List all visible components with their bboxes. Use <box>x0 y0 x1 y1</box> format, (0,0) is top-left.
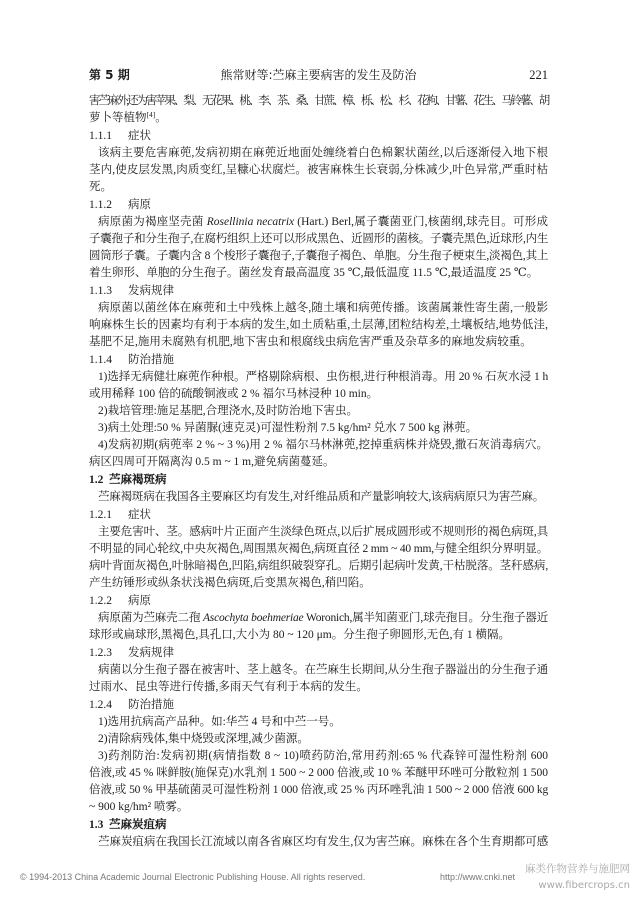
text-line: 该病主要危害麻蔸,发病初期在麻蔸近地面处缠绕着白色棉絮状菌丝,以后逐渐侵入地下根 <box>98 146 548 159</box>
heading-number: 1.2.2 <box>89 594 112 607</box>
section-heading <box>89 696 548 714</box>
watermark-site-name: 麻类作物营养与施肥网 <box>525 863 630 875</box>
running-title: 熊常财等:苎麻主要病害的发生及防治 <box>220 68 417 82</box>
heading-number: 1.2.4 <box>89 698 112 711</box>
running-header <box>89 66 548 84</box>
text-fragment: 病原菌为褐座坚壳菌 <box>98 215 207 228</box>
text-line: 死。 <box>89 180 112 193</box>
text-line <box>89 214 548 231</box>
text-line: 圆筒形子囊。子囊内含 8 个梭形子囊孢子,子囊孢子褐色、单胞。分生孢子梗束生,淡褐色,其上 <box>89 249 548 262</box>
text-line: 茎内,使皮层发黑,肉质变红,呈糠心状腐烂。被害麻株生长衰弱,分株减少,叶色异常,严重时枯 <box>89 163 548 176</box>
list-item-line: 病区四周可开隔离沟 0.5 m ~ 1 m,避免病菌蔓延。 <box>89 455 335 468</box>
list-item-line: 3)药剂防治:发病初期(病情指数 8 ~ 10)喷药防治,常用药剂:65 % 代森锌可湿性粉剂 600 <box>98 749 548 762</box>
issue-label: 第 5 期 <box>89 68 130 82</box>
text-line: 害苎麻外,还为害苹果、梨、无花果、桃、李、茶、桑、甘蔗、樟、栎、松、杉、花枸、甘薯、花生、马铃薯、胡 <box>89 94 548 107</box>
list-item-line: 倍液,或 50 % 甲基硫菌灵可湿性粉剂 1 000 倍液,或 25 % 丙环唑乳油 1 500 ~ 2 000 倍液 600 kg <box>89 783 548 796</box>
list-item-line: 或用稀释 100 倍的硫酸铜液或 2 % 福尔马林浸种 10 min。 <box>89 387 379 400</box>
text-line: 主要危害叶、茎。感病叶片正面产生淡绿色斑点,以后扩展成圆形或不规则形的褐色病斑,具 <box>98 525 548 538</box>
section-heading <box>89 816 548 834</box>
heading-title: 病原 <box>128 592 151 607</box>
text-fragment: 萝卜等植物 <box>89 111 147 124</box>
heading-number: 1.1.4 <box>89 353 112 366</box>
section-heading <box>89 127 548 145</box>
heading-number: 1.1.3 <box>89 284 112 297</box>
list-item-line: 1)选用抗病高产品种。如:华苎 4 号和中苎一号。 <box>98 715 341 728</box>
text-line: 基肥不足,施用未腐熟有机肥,地下害虫和根腐线虫病危害严重及杂草多的麻地发病较重。 <box>89 335 532 348</box>
list-item-line: 1)选择无病健壮麻蔸作种根。严格剔除病根、虫伤根,进行种根消毒。用 20 % 石灰水浸 1 h <box>98 370 548 383</box>
heading-number: 1.3 <box>89 818 104 831</box>
text-line <box>89 610 548 627</box>
list-item-line: 倍液,或 45 % 咪鲜胺(施保克)水乳剂 1 500 ~ 2 000 倍液,或 10 % 苯醚甲环唑可分散粒剂 1 500 <box>89 766 548 779</box>
text-line: 过雨水、昆虫等进行传播,多雨天气有利于本病的发生。 <box>89 680 368 693</box>
article-body <box>89 93 548 851</box>
heading-number: 1.1.2 <box>89 198 112 211</box>
section-heading <box>89 592 548 610</box>
heading-title: 症状 <box>128 127 151 142</box>
section-heading <box>89 351 548 369</box>
heading-title: 苎麻炭疽病 <box>109 816 167 831</box>
text-line: 产生纺锤形或纵条状浅褐色病斑,后变黑灰褐色,稍凹陷。 <box>89 576 371 589</box>
text-line: 病叶背面灰褐色,叶脉暗褐色,凹陷,病组织破裂穿孔。后期引起病叶发黄,干枯脱落。茎秆感病, <box>89 559 548 572</box>
text-line: 病菌以分生孢子器在被害叶、茎上越冬。在苎麻生长期间,从分生孢子器溢出的分生孢子通 <box>98 663 548 676</box>
text-fragment: 病原菌为苎麻壳二孢 <box>98 611 203 624</box>
text-line <box>89 110 548 127</box>
heading-title: 发病规律 <box>128 282 174 297</box>
heading-number: 1.2 <box>89 473 104 486</box>
list-item-line: 2)清除病残体,集中烧毁或深埋,减少菌源。 <box>98 732 309 745</box>
section-heading <box>89 644 548 662</box>
heading-title: 苎麻褐斑病 <box>109 471 167 486</box>
page-number: 221 <box>529 68 548 82</box>
watermark-url: www.fibercrops.cn <box>538 880 630 891</box>
cnki-url: http://www.cnki.net <box>440 872 516 882</box>
text-fragment: 。 <box>155 111 167 124</box>
text-line: 球形或扁球形,黑褐色,具孔口,大小为 80 ~ 120 μm。分生孢子卵圆形,无色,有 1 横隔。 <box>89 628 510 641</box>
heading-number: 1.2.1 <box>89 508 112 521</box>
section-heading <box>89 471 548 489</box>
heading-number: 1.2.3 <box>89 646 112 659</box>
heading-title: 防治措施 <box>128 351 174 366</box>
text-line: 子囊孢子和分生孢子,在腐朽组织上还可以形成黑色、近圆形的菌核。子囊壳黑色,近球形,内生 <box>89 232 548 245</box>
text-line: 响麻株生长的因素均有利于本病的发生,如土质粘重,土层薄,团粒结构差,土壤板结,地势低洼, <box>89 318 548 331</box>
text-line: 不明显的同心轮纹,中央灰褐色,周围黑灰褐色,病斑直径 2 mm ~ 40 mm,与健全组织分界明显。 <box>89 542 548 555</box>
heading-title: 防治措施 <box>128 696 174 711</box>
text-line: 着生卵形、单胞的分生孢子。菌丝发育最高温度 35 ℃,最低温度 11.5 ℃,最适温度 25 ℃。 <box>89 266 539 279</box>
heading-title: 症状 <box>128 506 151 521</box>
species-name: Rosellinia necatrix <box>206 215 295 228</box>
list-item-line: 3)病土处理:50 % 异菌脲(速克灵)可湿性粉剂 7.5 kg/hm² 兑水 7 500 kg 淋蔸。 <box>98 421 478 434</box>
section-heading <box>89 282 548 300</box>
text-fragment: Woronich,属半知菌亚门,球壳孢目。分生孢子器近 <box>303 611 548 624</box>
citation-ref: [4] <box>146 109 156 119</box>
heading-title: 发病规律 <box>128 644 174 659</box>
text-line: 苎麻炭疽病在我国长江流域以南各省麻区均有发生,仅为害苎麻。麻株在各个生育期都可感 <box>98 835 548 848</box>
list-item-line: 2)栽培管理:施足基肥,合理浇水,及时防治地下害虫。 <box>98 404 359 417</box>
heading-number: 1.1.1 <box>89 129 112 142</box>
text-line: 病原菌以菌丝体在麻蔸和土中残株上越冬,随土壤和病蔸传播。该菌属兼性寄生菌,一般影 <box>98 301 548 314</box>
copyright-notice: © 1994-2013 China Academic Journal Electronic Publishing House. All rights reserved. <box>20 872 366 882</box>
section-heading <box>89 506 548 524</box>
list-item-line: ~ 900 kg/hm² 喷雾。 <box>89 800 189 813</box>
list-item-line: 4)发病初期(病蔸率 2 % ~ 3 %)用 2 % 福尔马林淋蔸,挖掉重病株并烧毁,撒石灰消毒病穴。 <box>98 438 548 451</box>
species-name: Ascochyta boehmeriae <box>202 611 304 624</box>
section-heading <box>89 196 548 214</box>
heading-title: 病原 <box>128 196 151 211</box>
text-line: 苎麻褐斑病在我国各主要麻区均有发生,对纤维品质和产量影响较大,该病病原只为害苎麻。 <box>98 490 545 503</box>
text-fragment: (Hart.) Berl,属子囊菌亚门,核菌纲,球壳目。可形成 <box>294 215 549 228</box>
